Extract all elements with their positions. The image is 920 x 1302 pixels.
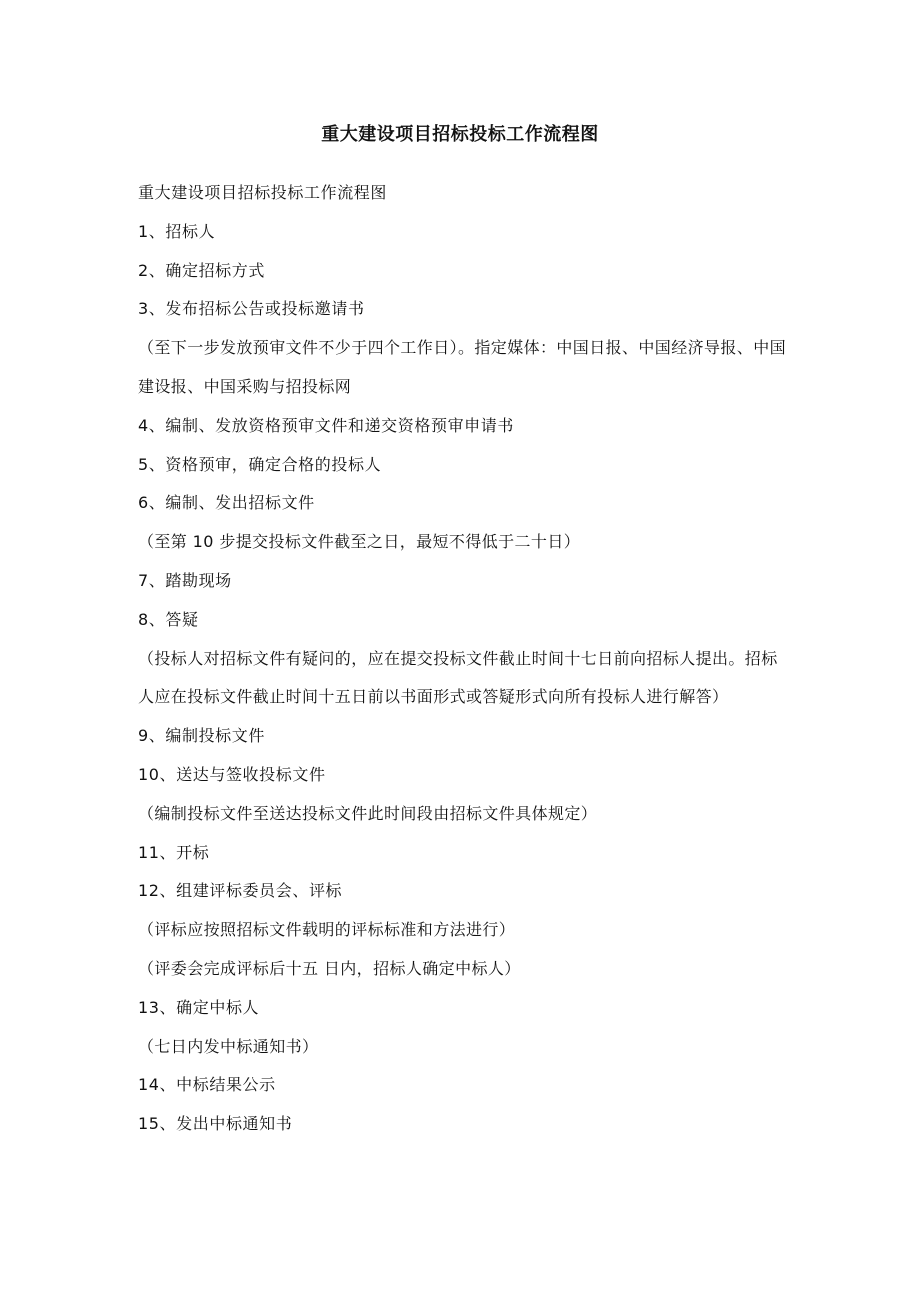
step-6: 6、编制、发出招标文件 (138, 493, 315, 513)
note-step-10-period: （编制投标文件至送达投标文件此时间段由招标文件具体规定） (138, 803, 598, 823)
step-5: 5、资格预审，确定合格的投标人 (138, 454, 382, 474)
step-4: 4、编制、发放资格预审文件和递交资格预审申请书 (138, 415, 514, 435)
step-14: 14、中标结果公示 (138, 1075, 276, 1095)
note-step-13-notice: （七日内发中标通知书） (138, 1036, 319, 1056)
step-12: 12、组建评标委员会、评标 (138, 881, 343, 901)
note-step-12-standard: （评标应按照招标文件载明的评标标准和方法进行） (138, 920, 516, 940)
document-body (138, 174, 788, 1144)
step-1: 1、招标人 (138, 221, 216, 241)
step-11: 11、开标 (138, 842, 210, 862)
document-title: 重大建设项目招标投标工作流程图 (321, 124, 599, 145)
step-3: 3、发布招标公告或投标邀请书 (138, 299, 365, 319)
note-step-6-deadline: （至第 10 步提交投标文件截至之日，最短不得低于二十日） (138, 532, 581, 552)
note-step-3-media: （至下一步发放预审文件不少于四个工作日）。指定媒体：中国日报、中国经济导报、中国建设报、中国采购与招投标网 (138, 338, 787, 396)
note-step-12-timeline: （评委会完成评标后十五 日内，招标人确定中标人） (138, 958, 521, 978)
step-8: 8、答疑 (138, 609, 199, 629)
step-9: 9、编制投标文件 (138, 726, 265, 746)
step-10: 10、送达与签收投标文件 (138, 764, 326, 784)
note-step-8-questions: （投标人对招标文件有疑问的，应在提交投标文件截止时间十七日前向招标人提出。招标人应在投标文件截止时间十五日前以书面形式或答疑形式向所有投标人进行解答） (138, 648, 778, 707)
step-13: 13、确定中标人 (138, 997, 260, 1017)
step-15: 15、发出中标通知书 (138, 1114, 293, 1134)
step-7: 7、踏勘现场 (138, 570, 232, 590)
document-subtitle: 重大建设项目招标投标工作流程图 (138, 183, 388, 202)
step-2: 2、确定招标方式 (138, 260, 265, 280)
